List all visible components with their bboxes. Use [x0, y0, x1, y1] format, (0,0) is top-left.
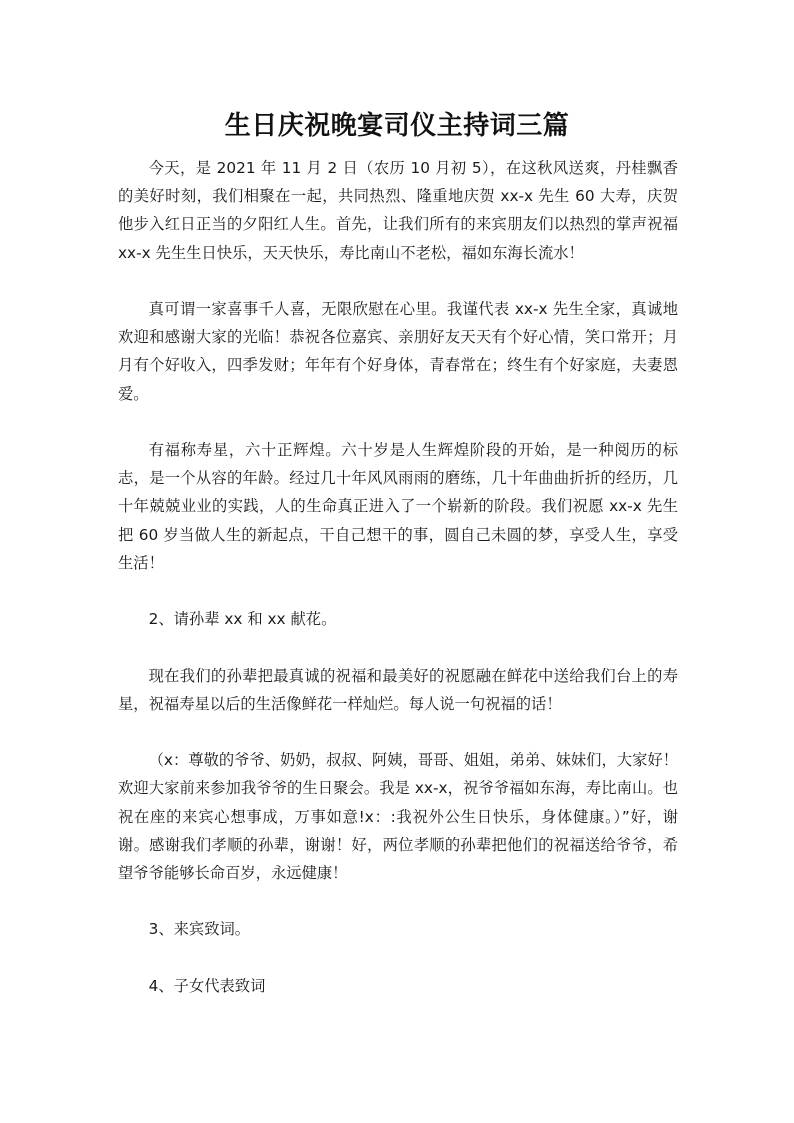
paragraph-item-4-heading: 4、子女代表致词 [148, 976, 266, 995]
paragraph-sixty-tribute: 有福称寿星，六十正辉煌。六十岁是人生辉煌阶段的开始，是一种阅历的标志，是一个从容的年龄。经过几十年风风雨雨的磨练，几十年曲曲折折的经历，几十年兢兢业业的实践，人的生命真正进入了一个崭新的阶段。我们祝愿 xx-x 先生把 60 岁当做人生的新起点，干自己想干的事，圆自己未圆的梦，享受人生，享受生活！ [118, 441, 678, 572]
paragraph-opening: 今天，是 2021 年 11 月 2 日（农历 10 月初 5），在这秋风送爽，丹桂飘香的美好时刻，我们相聚在一起，共同热烈、隆重地庆贺 xx-x 先生 60 大寿，庆贺他步入红日正当的夕阳红人生。首先，让我们所有的来宾朋友们以热烈的掌声祝福 xx-x 先生生日快乐，天天快乐，寿比南山不老松，福如东海长流水！ [118, 159, 678, 262]
paragraph-grandchildren-speech: （x：尊敬的爷爷、奶奶，叔叔、阿姨，哥哥、姐姐，弟弟、妹妹们，大家好！欢迎大家前来参加我爷爷的生日聚会。我是 xx-x，祝爷爷福如东海，寿比南山。也祝在座的来宾心想事成，万事如意!x：:我祝外公生日快乐，身体健康。）”好，谢谢。感谢我们孝顺的孙辈，谢谢！好，两位孝顺的孙辈把他们的祝福送给爷爷，希望爷爷能够长命百岁，永远健康！ [118, 751, 678, 882]
paragraph-flowers: 现在我们的孙辈把最真诚的祝福和最美好的祝愿融在鲜花中送给我们台上的寿星，祝福寿星以后的生活像鲜花一样灿烂。每人说一句祝福的话！ [118, 666, 678, 713]
document-title: 生日庆祝晚宴司仪主持词三篇 [224, 111, 570, 141]
document-body [118, 154, 678, 1000]
paragraph-welcome: 真可谓一家喜事千人喜，无限欣慰在心里。我谨代表 xx-x 先生全家，真诚地欢迎和感谢大家的光临！恭祝各位嘉宾、亲朋好友天天有个好心情，笑口常开；月月有个好收入，四季发财；年年有个好身体，青春常在；终生有个好家庭，夫妻恩爱。 [118, 300, 678, 403]
paragraph-item-3-heading: 3、来宾致词。 [148, 920, 251, 939]
paragraph-item-2-heading: 2、请孙辈 xx 和 xx 献花。 [148, 610, 337, 629]
